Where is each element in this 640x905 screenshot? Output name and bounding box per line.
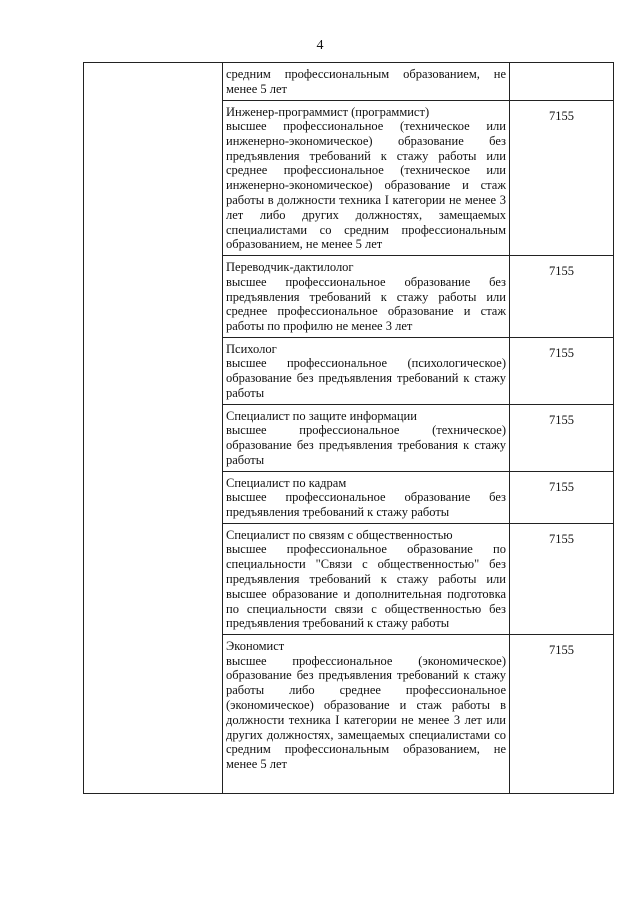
positions-table xyxy=(83,62,614,794)
code-cell: 7155 xyxy=(510,337,614,404)
position-cell xyxy=(223,63,510,101)
position-title: Специалист по защите информации xyxy=(226,408,417,423)
table-row xyxy=(84,63,614,101)
position-cell xyxy=(223,404,510,471)
position-requirements: высшее профессиональное (экономическое) образование без предъявления требований к стажу работы либо среднее профессиональное (экономическое) образование и стаж работы в должности техника I категории не менее 3 лет или других должностях, замещаемых специалистами со средним профессиональным образованием, не менее 5 лет xyxy=(226,653,506,772)
position-title: Экономист xyxy=(226,639,285,654)
page-number: 4 xyxy=(316,38,324,53)
position-title: Психолог xyxy=(226,341,277,356)
left-column-cell xyxy=(84,63,223,794)
position-requirements: высшее профессиональное образование по специальности "Связи с общественностью" без предъявления требований к стажу работы или высшее образование и дополнительная подготовка по специальности связи с общественностью без предъявления требований к стажу работы xyxy=(226,542,506,631)
position-requirements: высшее профессиональное образование без предъявления требований к стажу работы xyxy=(226,490,506,520)
code-cell: 7155 xyxy=(510,256,614,338)
position-requirements: средним профессиональным образованием, не менее 5 лет xyxy=(226,67,506,96)
position-requirements: высшее профессиональное (психологическое) образование без предъявления требований к стажу работы xyxy=(226,356,506,401)
position-title: Инженер-программист (программист) xyxy=(226,104,430,119)
code-cell: 7155 xyxy=(510,635,614,794)
code-cell: 7155 xyxy=(510,100,614,256)
code-cell xyxy=(510,63,614,101)
position-cell xyxy=(223,337,510,404)
position-cell xyxy=(223,100,510,256)
position-title: Специалист по связям с общественностью xyxy=(226,527,453,542)
code-cell: 7155 xyxy=(510,404,614,471)
position-requirements: высшее профессиональное образование без предъявления требований к стажу работы или среднее профессиональное образование и стаж работы по профилю не менее 3 лет xyxy=(226,274,506,334)
position-cell xyxy=(223,635,510,794)
code-cell: 7155 xyxy=(510,523,614,634)
position-cell xyxy=(223,471,510,523)
position-requirements: высшее профессиональное (техническое или инженерно-экономическое) образование без предъявления требований к стажу работы или среднее профессиональное (техническое или инженерно-экономическое) образование и стаж работы в должности техника I категории не менее 3 лет либо других должностях, замещаемых специалистами со средним профессиональным образованием, не менее 5 лет xyxy=(226,119,506,252)
position-cell xyxy=(223,256,510,338)
position-title: Переводчик-дактилолог xyxy=(226,260,354,275)
position-cell xyxy=(223,523,510,634)
position-requirements: высшее профессиональное (техническое) образование без предъявления требования к стажу работы xyxy=(226,423,506,467)
code-cell: 7155 xyxy=(510,471,614,523)
position-title: Специалист по кадрам xyxy=(226,475,347,490)
